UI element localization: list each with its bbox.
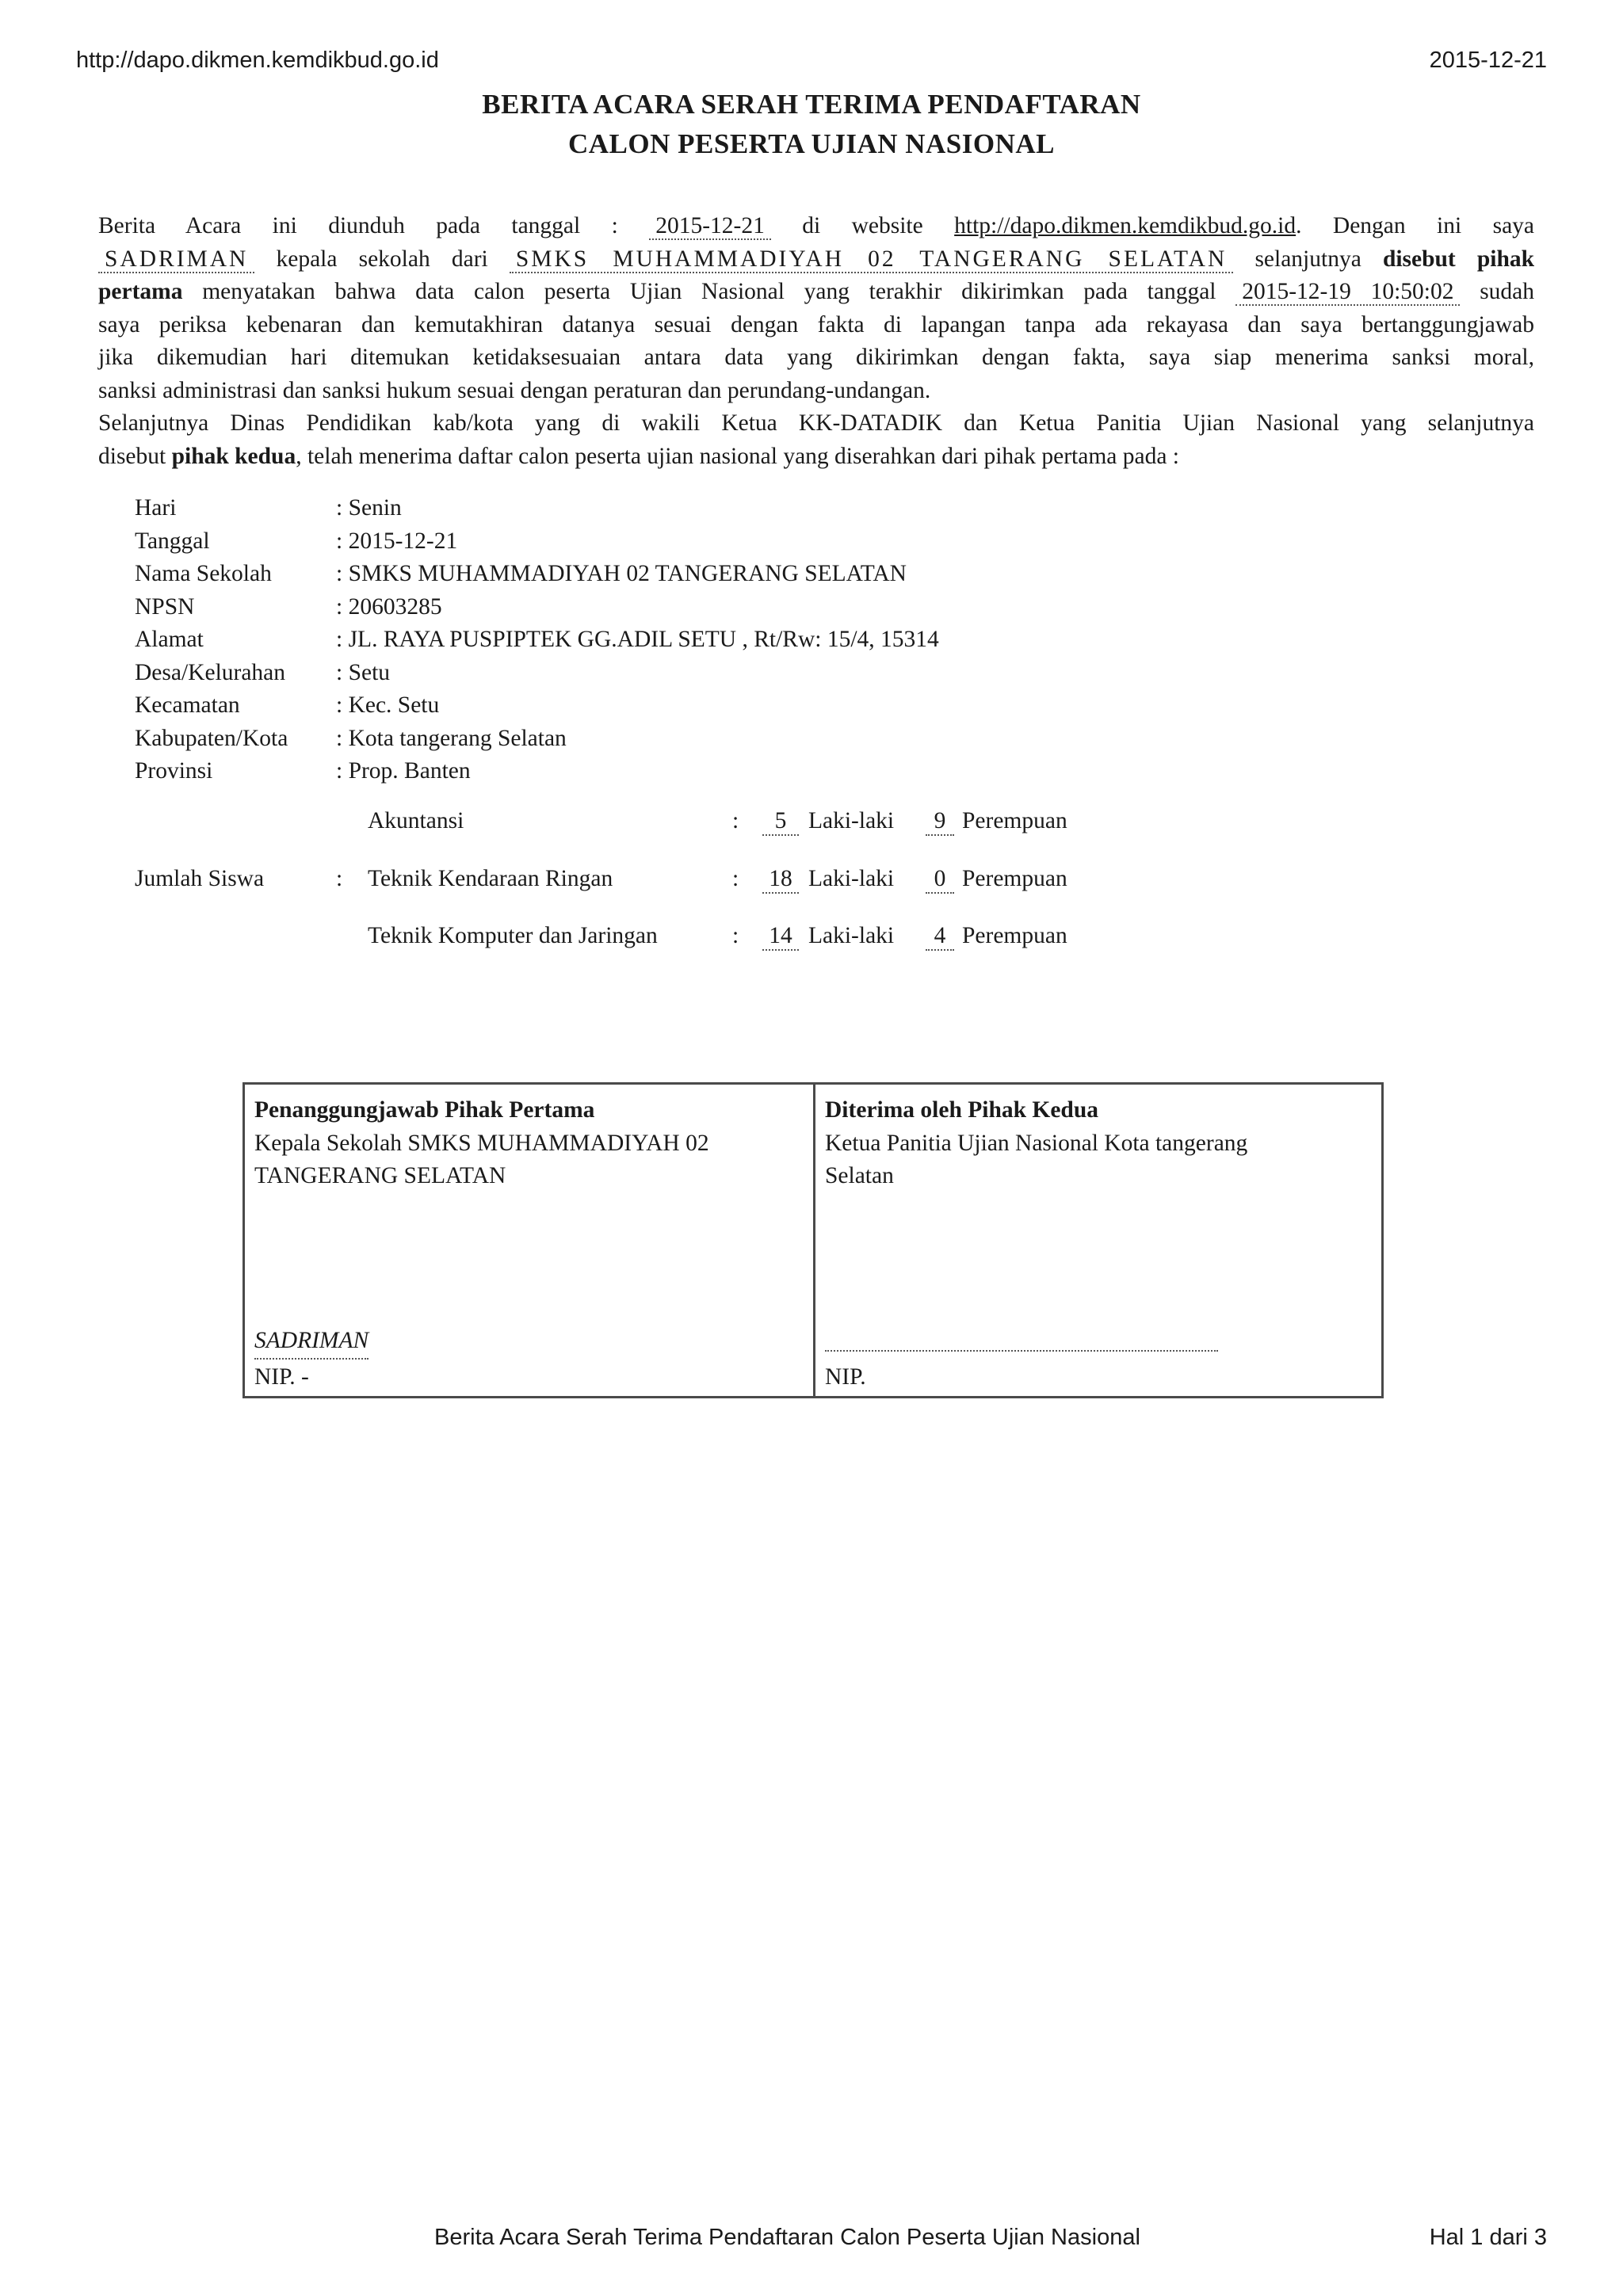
male-count: 14	[762, 923, 799, 951]
intro-text: Berita Acara ini diunduh pada tanggal :	[98, 213, 618, 238]
info-value: : Prop. Banten	[336, 758, 471, 784]
female-label: Perempuan	[962, 808, 1067, 833]
info-row	[135, 723, 939, 756]
info-value: : Kec. Setu	[336, 692, 440, 718]
intro-line-8	[98, 441, 1534, 474]
first-party-nip: NIP. -	[254, 1364, 309, 1390]
program-name: Teknik Kendaraan Ringan	[368, 866, 613, 891]
second-party-role-line1: Ketua Panitia Ujian Nasional Kota tangerang	[825, 1130, 1248, 1156]
intro-bold-text: pertama	[98, 279, 183, 304]
info-row	[135, 624, 939, 657]
info-value: : Setu	[336, 659, 391, 685]
program-name: Akuntansi	[368, 808, 464, 833]
info-label: Desa/Kelurahan	[135, 659, 286, 685]
sent-datetime: 2015-12-19 10:50:02	[1235, 279, 1460, 306]
info-label: Kabupaten/Kota	[135, 725, 288, 751]
intro-text: disebut	[98, 443, 166, 469]
intro-bold-text: pihak kedua	[171, 443, 296, 469]
second-party-signature-line	[825, 1350, 1218, 1352]
male-label: Laki-laki	[808, 808, 895, 833]
info-row	[135, 525, 939, 559]
intro-text: menyatakan bahwa data calon peserta Ujian Nasional yang terakhir dikirimkan pada tanggal	[202, 279, 1216, 304]
intro-text: di website	[802, 213, 923, 238]
header-date: 2015-12-21	[1429, 48, 1547, 73]
program-name: Teknik Komputer dan Jaringan	[368, 923, 658, 948]
info-value: : SMKS MUHAMMADIYAH 02 TANGERANG SELATAN	[336, 561, 907, 586]
colon: :	[732, 808, 739, 833]
male-label: Laki-laki	[808, 923, 895, 948]
second-party-heading: Diterima oleh Pihak Kedua	[825, 1097, 1098, 1123]
colon: :	[732, 866, 739, 891]
info-label: Kecamatan	[135, 692, 240, 718]
first-party-signer-name: SADRIMAN	[254, 1325, 369, 1360]
second-party-nip: NIP.	[825, 1364, 866, 1390]
intro-line-3	[98, 276, 1534, 309]
female-label: Perempuan	[962, 866, 1067, 891]
download-date: 2015-12-21	[649, 213, 771, 240]
female-count: 9	[926, 808, 954, 836]
female-count: 4	[926, 923, 954, 951]
intro-text: kepala sekolah dari	[276, 246, 488, 272]
info-label: Tanggal	[135, 528, 210, 554]
info-value: : JL. RAYA PUSPIPTEK GG.ADIL SETU , Rt/Rw: 15/4, 15314	[336, 627, 939, 652]
document-title-line2: CALON PESERTA UJIAN NASIONAL	[567, 128, 1056, 159]
info-row	[135, 492, 939, 525]
info-row	[135, 657, 939, 690]
info-row	[135, 558, 939, 591]
male-count: 5	[762, 808, 799, 836]
document-title-line1: BERITA ACARA SERAH TERIMA PENDAFTARAN	[482, 89, 1141, 120]
first-party-heading: Penanggungjawab Pihak Pertama	[254, 1097, 595, 1123]
info-label: Alamat	[135, 627, 204, 652]
intro-paragraph	[98, 210, 1534, 473]
signature-table	[242, 1082, 1384, 1398]
male-count: 18	[762, 866, 799, 894]
header-url: http://dapo.dikmen.kemdikbud.go.id	[76, 48, 439, 73]
female-label: Perempuan	[962, 923, 1067, 948]
info-label: Nama Sekolah	[135, 561, 272, 586]
signature-first-party	[245, 1085, 813, 1396]
intro-line-7: Selanjutnya Dinas Pendidikan kab/kota yang di wakili Ketua KK-DATADIK dan Ketua Panitia Ujian Nasional yang selanjutnya	[98, 410, 1534, 436]
info-value: : 2015-12-21	[336, 528, 458, 554]
website-link[interactable]: http://dapo.dikmen.kemdikbud.go.id	[954, 213, 1296, 238]
first-party-role-line1: Kepala Sekolah SMKS MUHAMMADIYAH 02	[254, 1130, 709, 1156]
info-value: : Kota tangerang Selatan	[336, 725, 567, 751]
intro-line-1	[98, 210, 1534, 243]
info-label: NPSN	[135, 593, 195, 620]
info-row	[135, 689, 939, 723]
jumlah-siswa-label: Jumlah Siswa	[135, 866, 265, 891]
school-info-list	[135, 492, 939, 788]
info-row	[135, 755, 939, 788]
footer-title: Berita Acara Serah Terima Pendaftaran Calon Peserta Ujian Nasional	[434, 2225, 1140, 2250]
signature-second-party	[813, 1085, 1381, 1396]
intro-text: selanjutnya	[1254, 246, 1361, 272]
colon: :	[732, 923, 739, 948]
intro-text: , telah menerima daftar calon peserta ujian nasional yang diserahkan dari pihak pertama pada :	[296, 443, 1179, 469]
female-count: 0	[926, 866, 954, 894]
second-party-role-line2: Selatan	[825, 1163, 894, 1188]
intro-bold-text: disebut pihak	[1382, 246, 1535, 272]
principal-name: SADRIMAN	[98, 246, 254, 273]
first-party-role-line2: TANGERANG SELATAN	[254, 1163, 506, 1188]
intro-line-6: sanksi administrasi dan sanksi hukum sesuai dengan peraturan dan perundang-undangan.	[98, 377, 931, 403]
info-row	[135, 591, 939, 624]
intro-line-5: jika dikemudian hari ditemukan ketidaksesuaian antara data yang dikirimkan dengan fakta, saya siap menerima sanksi moral,	[98, 345, 1534, 370]
info-value: : Senin	[336, 495, 402, 521]
colon: :	[336, 866, 343, 891]
info-label: Hari	[135, 495, 177, 521]
intro-text: . Dengan ini saya	[1296, 213, 1535, 238]
school-name: SMKS MUHAMMADIYAH 02 TANGERANG SELATAN	[510, 246, 1233, 273]
intro-line-2	[98, 243, 1534, 277]
intro-line-4: saya periksa kebenaran dan kemutakhiran datanya sesuai dengan fakta di lapangan tanpa ada rekayasa dan saya bertanggungjawab	[98, 311, 1534, 338]
intro-text: sudah	[1480, 279, 1535, 304]
info-label: Provinsi	[135, 758, 213, 784]
info-value: : 20603285	[336, 593, 442, 620]
male-label: Laki-laki	[808, 866, 895, 891]
page-number: Hal 1 dari 3	[1429, 2225, 1547, 2250]
